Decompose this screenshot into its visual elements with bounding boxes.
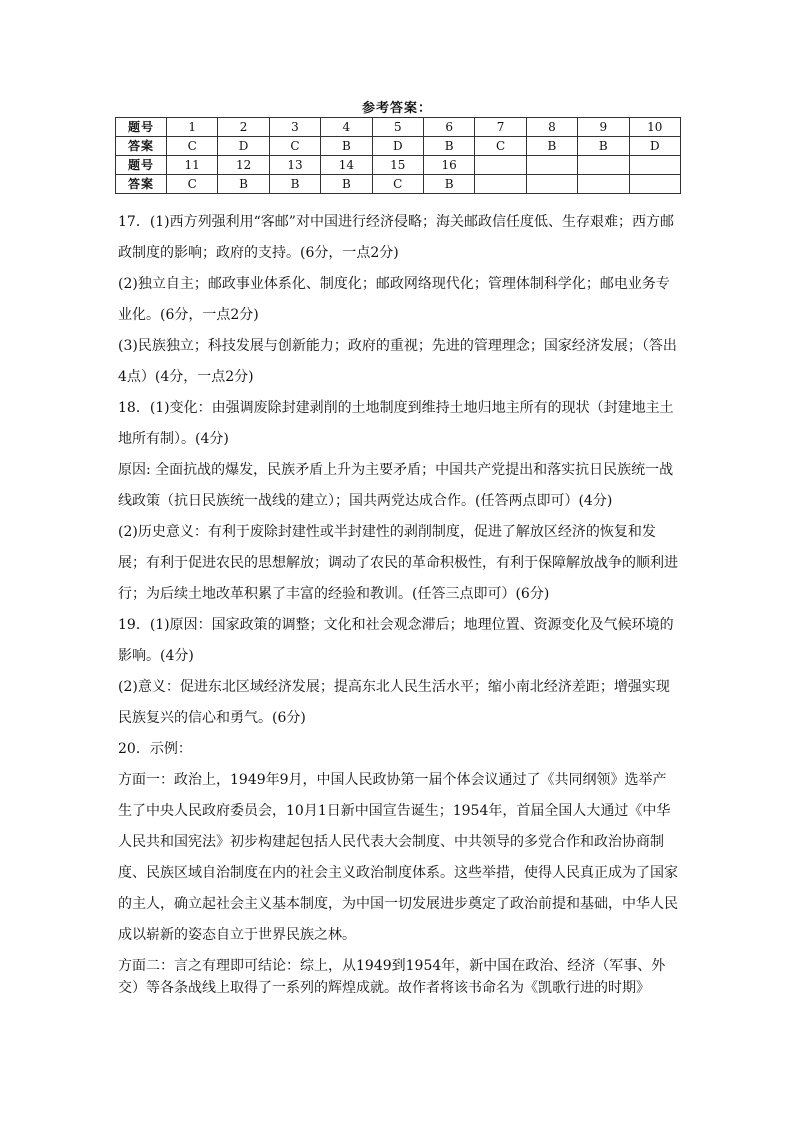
table-cell: 11 <box>167 156 218 175</box>
table-cell: 5 <box>372 118 423 137</box>
table-cell <box>526 156 577 175</box>
answer-paragraph: (2)独立自主；邮政事业体系化、制度化；邮政网络现代化；管理体制科学化；邮电业务专业化。(6分，一点2分) <box>118 276 670 323</box>
table-cell <box>475 175 526 194</box>
page-title: 参考答案： <box>361 101 432 116</box>
table-cell: B <box>423 175 474 194</box>
table-cell <box>578 175 629 194</box>
table-cell: 1 <box>167 118 218 137</box>
table-cell <box>578 156 629 175</box>
row-header: 答案 <box>116 175 167 194</box>
table-cell: C <box>167 175 218 194</box>
table-cell: 12 <box>218 156 269 175</box>
table-cell: 13 <box>269 156 320 175</box>
table-row <box>116 156 681 175</box>
row-header: 题号 <box>116 118 167 137</box>
table-cell: 9 <box>578 118 629 137</box>
table-cell: D <box>372 137 423 156</box>
table-cell: 10 <box>629 118 680 137</box>
table-cell: 6 <box>423 118 474 137</box>
answer-paragraph: 方面一：政治上，1949年9月，中国人民政协第一届个体会议通过了《共同纲领》选举产生了中央人民政府委员会，10月1日新中国宣告诞生；1954年，首届全国人大通过《中华人民共和国宪法》初步构建起包括人民代表大会制度、中共领导的多党合作和政治协商制度、民族区域自治制度在内的社会主义政治制度体系。这些举措，使得人民真正成为了国家的主人，确立起社会主义基本制度，为中国一切发展进步奠定了政治前提和基础，中华人民成以崭新的姿态自立于世界民族之林。 <box>118 772 678 943</box>
table-cell: D <box>218 137 269 156</box>
table-row <box>116 118 681 137</box>
answer-table <box>115 117 681 194</box>
table-cell <box>629 175 680 194</box>
row-header: 答案 <box>116 137 167 156</box>
table-cell: B <box>321 137 372 156</box>
answer-content <box>118 207 678 999</box>
table-cell <box>629 156 680 175</box>
table-cell: B <box>423 137 474 156</box>
answer-paragraph: 18．(1)变化：由强调废除封建剥削的土地制度到维持土地归地主所有的现状（封建地主土地所有制）。(4分) <box>118 400 674 447</box>
answer-paragraph: (3)民族独立；科技发展与创新能力；政府的重视；先进的管理理念；国家经济发展；（答出4点）(4分，一点2分) <box>118 338 677 385</box>
row-header: 题号 <box>116 156 167 175</box>
table-cell: C <box>269 137 320 156</box>
table-cell: B <box>578 137 629 156</box>
answer-paragraph: 原因: 全面抗战的爆发，民族矛盾上升为主要矛盾；中国共产党提出和落实抗日民族统一战线政策（抗日民族统一战线的建立）；国共两党达成合作。(任答两点即可）(4分) <box>118 462 674 509</box>
table-cell: 2 <box>218 118 269 137</box>
table-row <box>116 175 681 194</box>
table-cell: 3 <box>269 118 320 137</box>
table-row <box>116 137 681 156</box>
table-cell: 4 <box>321 118 372 137</box>
table-cell <box>475 156 526 175</box>
table-cell: 8 <box>526 118 577 137</box>
answer-paragraph: 20．示例： <box>118 741 192 757</box>
table-cell: B <box>218 175 269 194</box>
table-cell: 14 <box>321 156 372 175</box>
answer-paragraph: (2)意义：促进东北区域经济发展；提高东北人民生活水平；缩小南北经济差距；增强实现民族复兴的信心和勇气。(6分) <box>118 679 670 726</box>
table-cell: 7 <box>475 118 526 137</box>
table-cell <box>526 175 577 194</box>
table-cell: 16 <box>423 156 474 175</box>
answer-paragraph: 17．(1)西方列强利用“客邮”对中国进行经济侵略；海关邮政信任度低、生存艰难；西方邮政制度的影响；政府的支持。(6分，一点2分) <box>118 214 674 261</box>
table-cell: 15 <box>372 156 423 175</box>
table-cell: C <box>372 175 423 194</box>
table-cell: D <box>629 137 680 156</box>
answer-paragraph: (2)历史意义：有利于废除封建性或半封建性的剥削制度，促进了解放区经济的恢复和发展；有利于促进农民的思想解放；调动了农民的革命积极性，有利于保障解放战争的顺利进行；为后续土地改革积累了丰富的经验和教训。(任答三点即可）(6分) <box>118 524 678 602</box>
table-cell: B <box>526 137 577 156</box>
answer-paragraph: 19．(1)原因：国家政策的调整；文化和社会观念滞后；地理位置、资源变化及气候环境的影响。(4分) <box>118 617 674 664</box>
table-cell: C <box>475 137 526 156</box>
table-cell: B <box>269 175 320 194</box>
answer-paragraph: 方面二：言之有理即可结论：综上，从1949到1954年，新中国在政治、经济（军事、外交）等各条战线上取得了一系列的辉煌成就。故作者将该书命名为《凯歌行进的时期》 <box>118 958 666 996</box>
table-cell: B <box>321 175 372 194</box>
table-cell: C <box>167 137 218 156</box>
